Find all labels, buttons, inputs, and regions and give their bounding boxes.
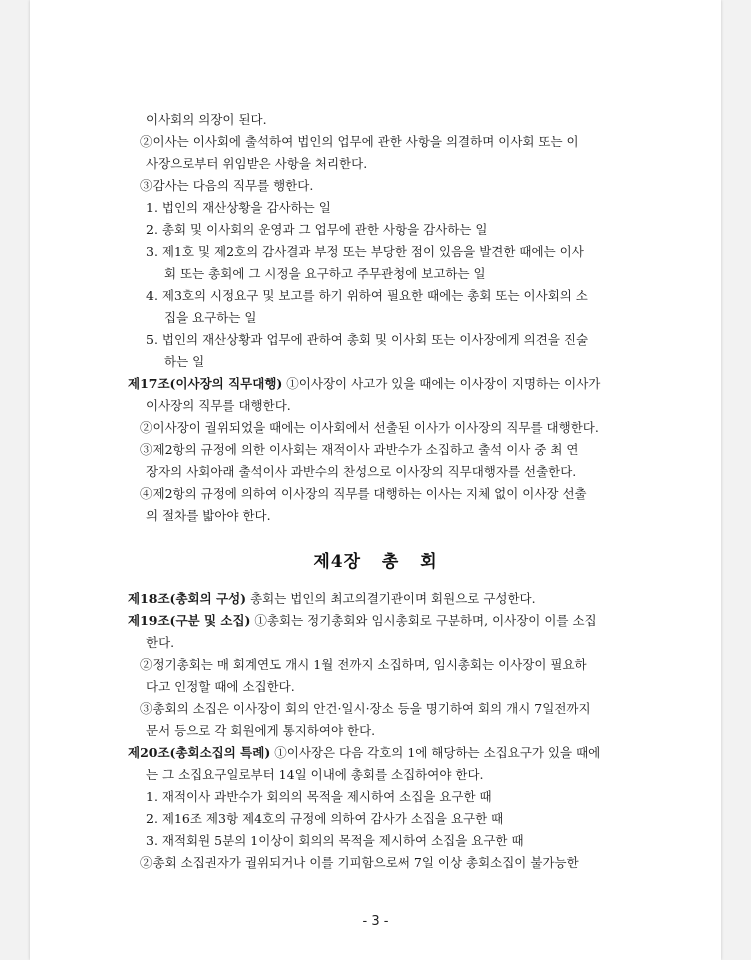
list-item-continuation: 회 또는 총회에 그 시정을 요구하고 주무관청에 보고하는 일 [164, 266, 486, 281]
text-line: 문서 등으로 각 회원에게 통지하여야 한다. [146, 723, 376, 738]
text-line: 다고 인정할 때에 소집한다. [146, 679, 295, 694]
chapter-title: 제4장 총 회 [313, 552, 438, 572]
text-line: 사장으로부터 위임받은 사항을 처리한다. [146, 156, 368, 171]
text-line: ②이사는 이사회에 출석하여 법인의 업무에 관한 사항을 의결하며 이사회 또는 이 [140, 134, 579, 149]
article-text: ①이사장이 사고가 있을 때에는 이사장이 지명하는 이사가 [282, 376, 601, 391]
text-line: ②이사장이 궐위되었을 때에는 이사회에서 선출된 이사가 이사장의 직무를 대행한다. [140, 420, 599, 435]
list-item: 1. 재적이사 과반수가 회의의 목적을 제시하여 소집을 요구한 때 [146, 789, 492, 804]
article-title: 제18조(총회의 구성) [128, 591, 247, 606]
list-item: 5. 법인의 재산상황과 업무에 관하여 총회 및 이사회 또는 이사장에게 의견을 진술 [146, 332, 589, 347]
list-item: 3. 재적회원 5분의 1이상이 회의의 목적을 제시하여 소집을 요구한 때 [146, 833, 524, 848]
article-title: 제20조(총회소집의 특례) [128, 745, 271, 760]
article-title: 제17조(이사장의 직무대행) [128, 376, 283, 391]
text-line: 는 그 소집요구일로부터 14일 이내에 총회를 소집하여야 한다. [146, 767, 484, 782]
list-item-continuation: 집을 요구하는 일 [164, 310, 257, 325]
text-line: ④제2항의 규정에 의하여 이사장의 직무를 대행하는 이사는 지체 없이 이사장 선출 [140, 486, 587, 501]
text-line: ②총회 소집권자가 궐위되거나 이를 기피함으로써 7일 이상 총회소집이 불가능한 [140, 855, 579, 870]
list-item: 4. 제3호의 시정요구 및 보고를 하기 위하여 필요한 때에는 총회 또는 이사회의 소 [146, 288, 588, 303]
text-line: ③제2항의 규정에 의한 이사회는 재적이사 과반수가 소집하고 출석 이사 중 최 연 [140, 442, 579, 457]
page-number: - 3 - [362, 914, 389, 929]
list-item: 2. 제16조 제3항 제4호의 규정에 의하여 감사가 소집을 요구한 때 [146, 811, 504, 826]
text-line: 한다. [146, 635, 175, 650]
text-line: ③총회의 소집은 이사장이 회의 안건·일시·장소 등을 명기하여 회의 개시 7일전까지 [140, 701, 591, 716]
article-18 [128, 591, 536, 607]
text-line: ③감사는 다음의 직무를 행한다. [140, 178, 314, 193]
text-line: 이사장의 직무를 대행한다. [146, 398, 291, 413]
article-17 [128, 376, 600, 392]
text-line: 의 절차를 밟아야 한다. [146, 508, 271, 523]
list-item-continuation: 하는 일 [164, 354, 205, 369]
list-item: 3. 제1호 및 제2호의 감사결과 부정 또는 부당한 점이 있음을 발견한 때에는 이사 [146, 244, 584, 259]
text-line: 이사회의 의장이 된다. [146, 112, 267, 127]
list-item: 2. 총회 및 이사회의 운영과 그 업무에 관한 사항을 감사하는 일 [146, 222, 488, 237]
article-text: ①총회는 정기총회와 임시총회로 구분하며, 이사장이 이를 소집 [250, 613, 597, 628]
article-20 [128, 745, 600, 761]
list-item: 1. 법인의 재산상황을 감사하는 일 [146, 200, 331, 215]
article-text: 총회는 법인의 최고의결기관이며 회원으로 구성한다. [246, 591, 536, 606]
article-text: ①이사장은 다음 각호의 1에 해당하는 소집요구가 있을 때에 [270, 745, 601, 760]
article-title: 제19조(구분 및 소집) [128, 613, 251, 628]
text-line: 장자의 사회아래 출석이사 과반수의 찬성으로 이사장의 직무대행자를 선출한다. [146, 464, 577, 479]
text-line: ②정기총회는 매 회계연도 개시 1월 전까지 소집하며, 임시총회는 이사장이 필요하 [140, 657, 587, 672]
article-19 [128, 613, 597, 629]
